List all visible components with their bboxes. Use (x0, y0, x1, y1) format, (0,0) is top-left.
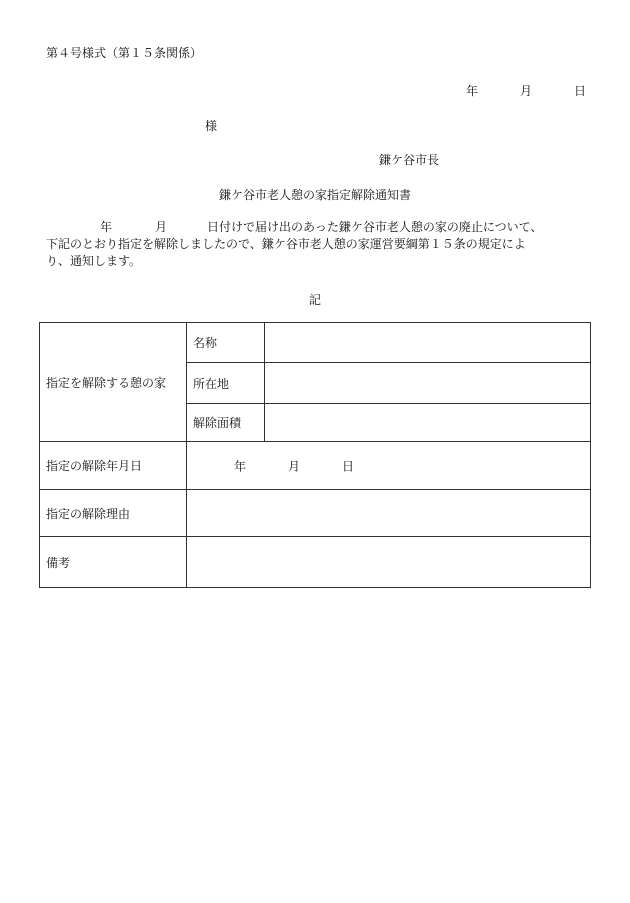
cancellation-reason-value (187, 490, 591, 537)
name-value (265, 323, 591, 363)
document-title: 鎌ケ谷市老人憩の家指定解除通知書 (218, 188, 411, 202)
cancellation-date-day: 日 (342, 459, 355, 473)
cancellation-date-label: 指定の解除年月日 (40, 442, 187, 490)
body-line-1-text: 日付けで届け出のあった鎌ケ谷市老人憩の家の廃止について、 (207, 220, 543, 234)
table-row (40, 490, 591, 537)
notice-body-line-2: 下記のとおり指定を解除しましたので、鎌ケ谷市老人憩の家運営要綱第１５条の規定によ (46, 237, 526, 251)
notice-body (46, 219, 591, 270)
location-label: 所在地 (187, 363, 265, 404)
remarks-label: 備考 (40, 537, 187, 588)
cancellation-date-month: 月 (288, 459, 301, 473)
issue-date-year: 年 (466, 84, 479, 98)
notice-body-line-3: り、通知します。 (46, 254, 142, 268)
issuer: 鎌ケ谷市長 (379, 153, 440, 167)
location-value (265, 363, 591, 404)
cancellation-date-year: 年 (234, 459, 247, 473)
area-label: 解除面積 (187, 404, 265, 442)
table-row (40, 537, 591, 588)
issue-date-month: 月 (520, 84, 533, 98)
notice-body-line-1 (46, 219, 591, 236)
table-row (40, 323, 591, 363)
cancellation-date-value (187, 442, 591, 490)
table-row (40, 442, 591, 490)
remarks-value (187, 537, 591, 588)
facility-group-label: 指定を解除する憩の家 (40, 323, 187, 442)
area-value (265, 404, 591, 442)
name-label: 名称 (187, 323, 265, 363)
ki-heading: 記 (308, 293, 321, 307)
body-date-month: 月 (155, 220, 168, 234)
form-number: 第４号様式（第１５条関係） (46, 46, 203, 60)
issue-date-day: 日 (574, 84, 587, 98)
designation-table (39, 322, 591, 588)
addressee-honorific: 様 (205, 119, 218, 133)
body-date-year: 年 (100, 220, 113, 234)
cancellation-reason-label: 指定の解除理由 (40, 490, 187, 537)
